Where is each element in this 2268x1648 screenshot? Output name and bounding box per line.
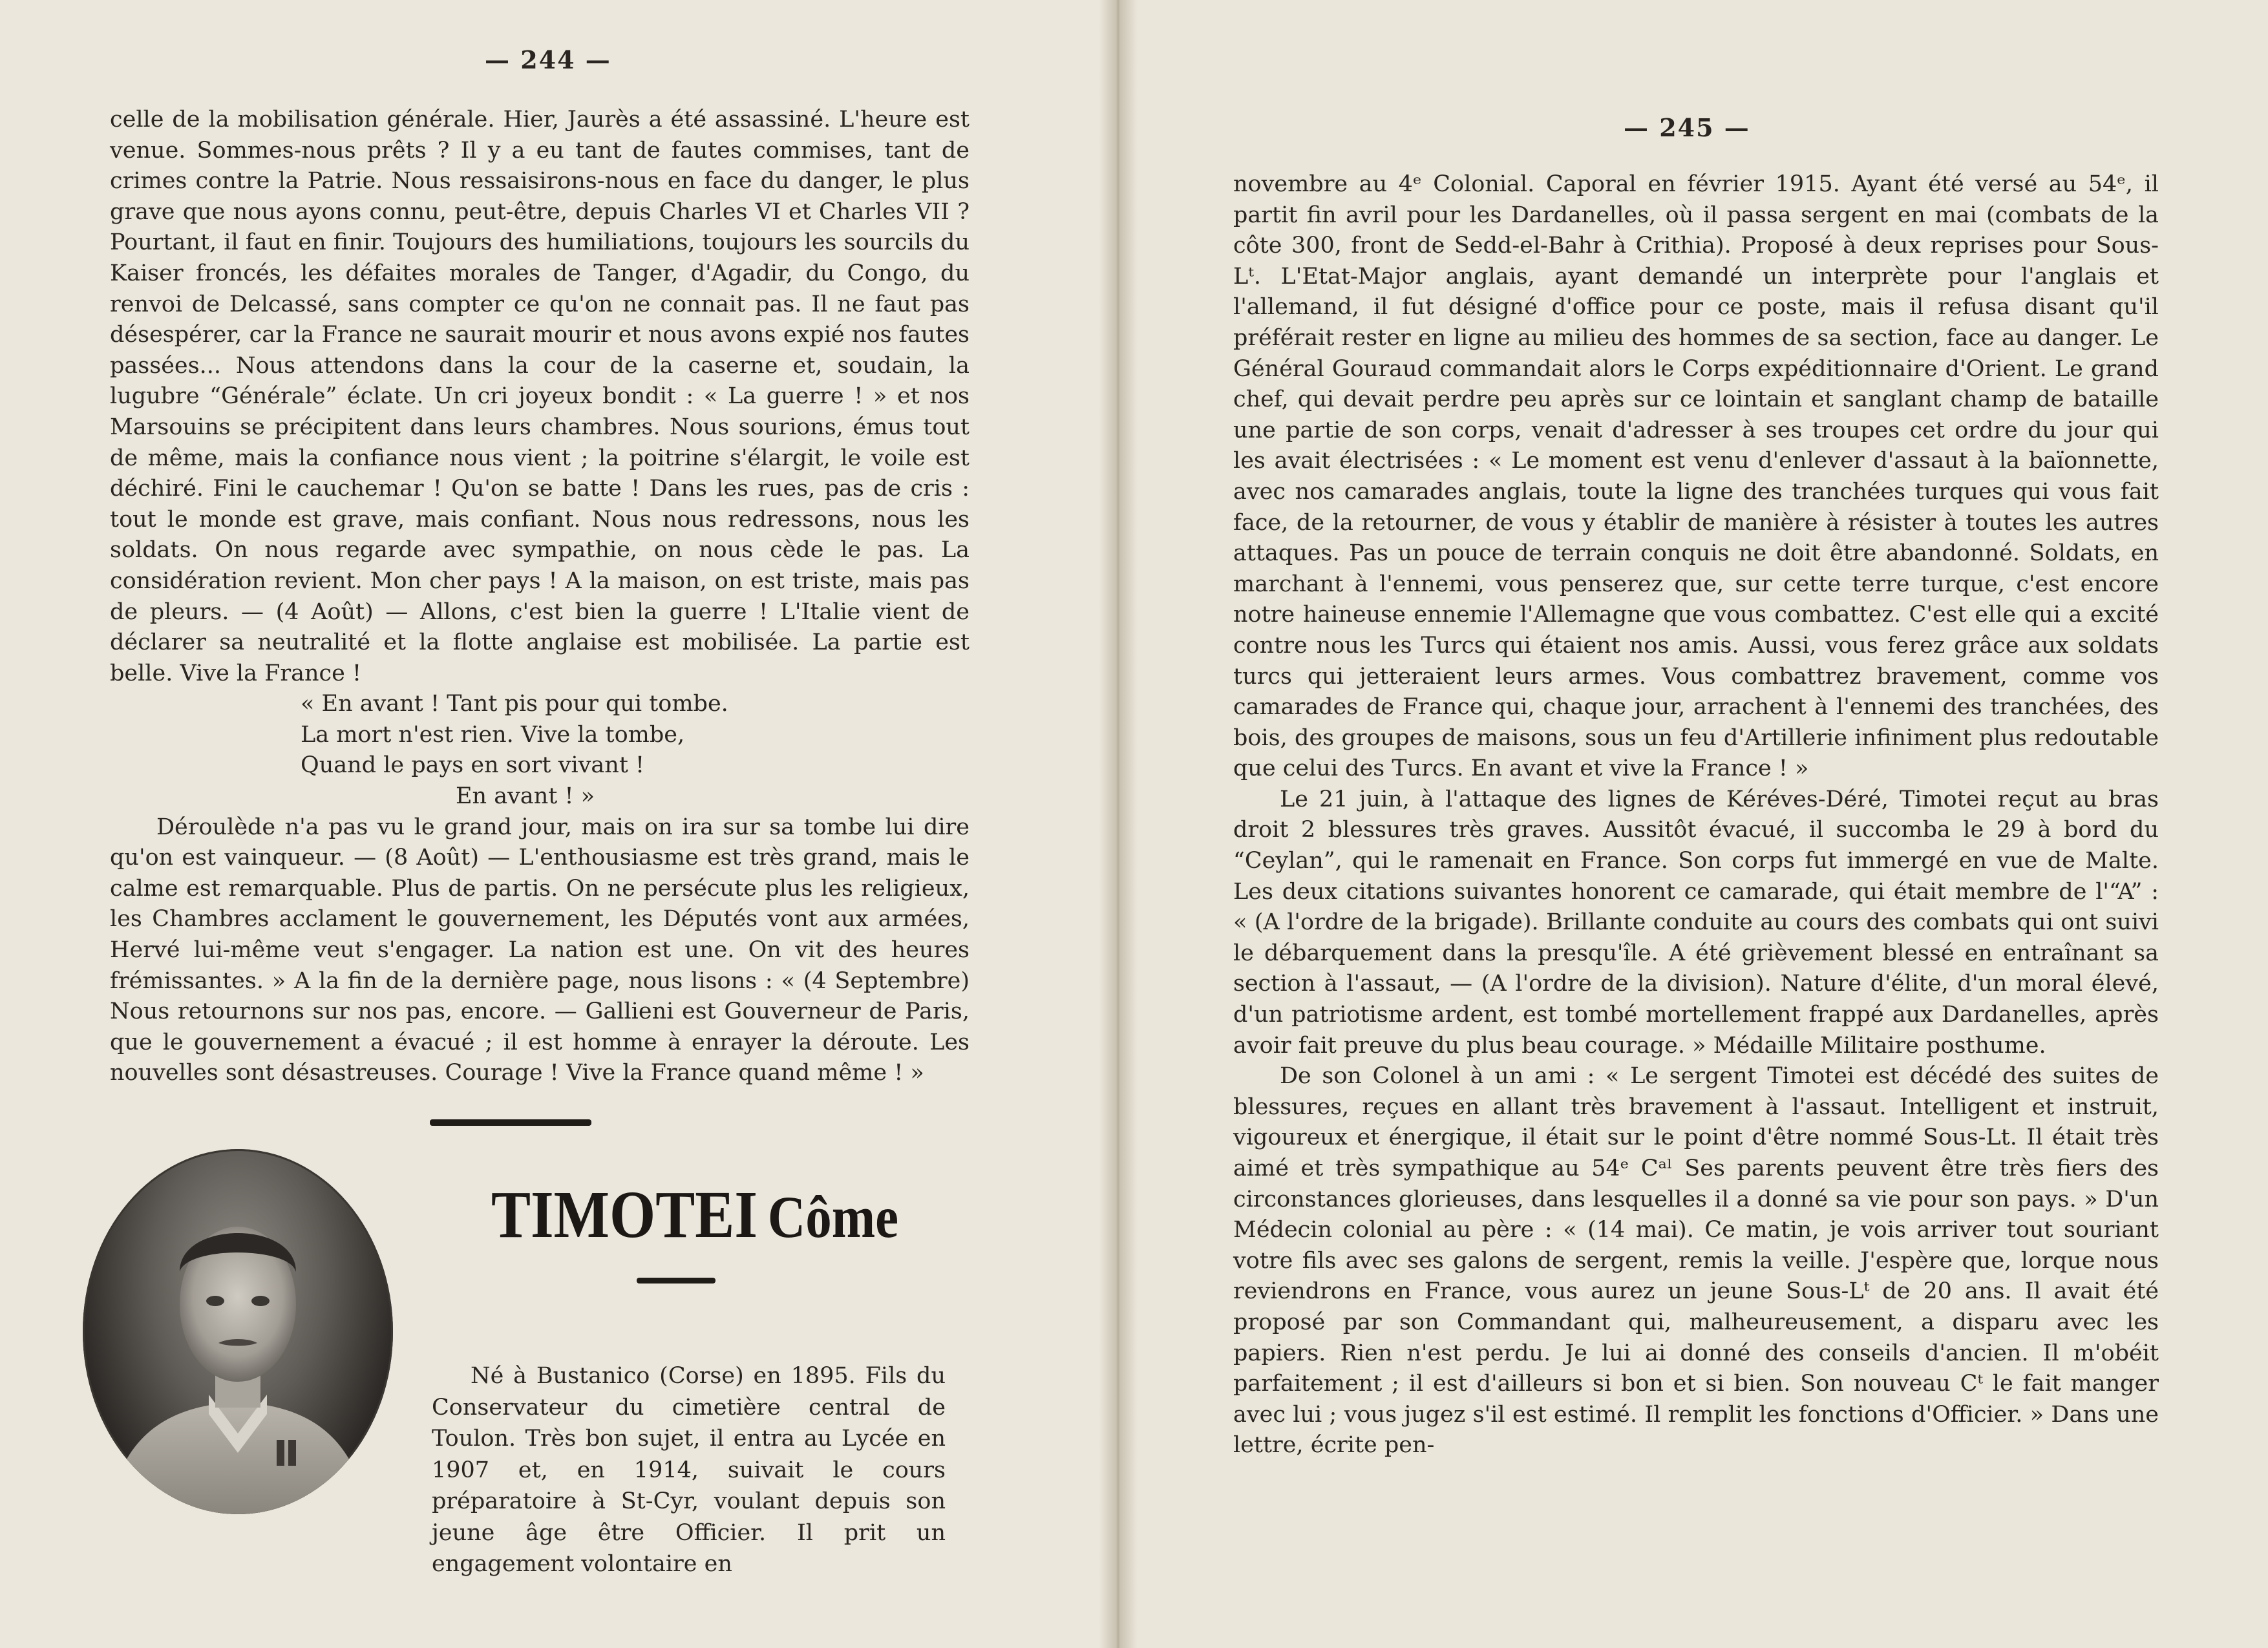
soldier-portrait-photo (83, 1149, 393, 1514)
poem-line-2: La mort n'est rien. Vive la tombe, (301, 721, 685, 748)
right-page-body (1233, 169, 2159, 1461)
right-page (1118, 0, 2268, 1648)
page-number-left: — 244 — (485, 45, 611, 74)
poem-line-4: En avant ! » (456, 783, 595, 810)
section-divider-top (430, 1119, 591, 1126)
poem-quote (110, 689, 970, 812)
bio-paragraph: Né à Bustanico (Corse) en 1895. Fils du Conservateur du cimetière central de Toulon. Très bon sujet, il entra au Lycée en 1907 et, en 1914, suivait le cours préparatoire à St-Cyr, voulant depuis son jeune âge être Officier. Il prit un engagement volontaire en (432, 1363, 946, 1577)
biography-heading (491, 1176, 898, 1253)
page-number-right: — 245 — (1624, 113, 1750, 142)
heading-firstname: Côme (767, 1184, 899, 1250)
left-paragraph-1: celle de la mobilisation générale. Hier, Jaurès a été assassiné. L'heure est venue. Sommes-nous prêts ? Il y a eu tant de fautes commises, tant de crimes contre la Patrie. Nous ressaisirons-nous en face du danger, le plus grave que nous ayons connu, peut-être, depuis Charles VI et Charles VII ? Pourtant, il faut en finir. Toujours des humiliations, toujours les sourcils du Kaiser froncés, les défaites morales de Tanger, d'Agadir, du Congo, du renvoi de Delcassé, sans compter ce qu'on ne connait pas. Il ne faut pas désespérer, car la France ne saurait mourir et nous avons expié nos fautes passées... Nous attendons dans la cour de la caserne et, soudain, la lugubre “Générale” éclate. Un cri joyeux bondit : « La guerre ! » et nos Marsouins se précipitent dans leurs chambres. Nous sourions, émus tout de même, mais la confiance nous vient ; la poitrine s'élargit, le voile est déchiré. Fini le cauchemar ! Qu'on se batte ! Dans les rues, pas de cris : tout le monde est grave, mais confiant. Nous nous redressons, nous les soldats. On nous regarde avec sympathie, on nous cède le pas. La considération revient. Mon cher pays ! A la maison, on est triste, mais pas de pleurs. — (4 Août) — Allons, c'est bien la guerre ! L'Italie vient de déclarer sa neutralité et la flotte anglaise est mobilisée. La partie est belle. Vive la France ! (110, 107, 970, 686)
poem-line-3: Quand le pays en sort vivant ! (301, 752, 645, 779)
poem-line-1: « En avant ! Tant pis pour qui tombe. (301, 691, 728, 717)
right-paragraph-3: De son Colonel à un ami : « Le sergent Timotei est décédé des suites de blessures, reçues en allant très bravement à l'assaut. Intelligent et instruit, vigoureux et énergique, il était sur le point d'être nommé Sous-Lt. Il était très aimé et très sympathique au 54ᵉ Cᵃˡ Ses parents peuvent être très fiers des circonstances glorieuses, dans lesquelles il a donné sa vie pour son pays. » D'un Médecin colonial au père : « (14 mai). Ce matin, je vois arriver tout souriant votre fils avec ses galons de sergent, remis la veille. J'espère que, lorque nous reviendrons en France, vous aurez un jeune Sous-Lᵗ de 20 ans. Il avait été proposé par son Commandant qui, malheureusement, a disparu avec les papiers. Rien n'est perdu. Je lui ai donné des conseils d'ancien. Il m'obéit parfaitement ; il est d'ailleurs si bon et si bien. Son nouveau Cᵗ le fait manger avec lui ; vous jugez s'il est estimé. Il remplit les fonctions d'Officier. » Dans une lettre, écrite pen- (1233, 1063, 2159, 1459)
book-gutter (1099, 0, 1138, 1648)
left-page-body (110, 105, 970, 1089)
heading-underline (637, 1278, 715, 1284)
portrait-illustration (83, 1149, 393, 1514)
right-paragraph-2: Le 21 juin, à l'attaque des lignes de Kéréves-Déré, Timotei reçut au bras droit 2 blessures très graves. Aussitôt évacué, il succomba le 29 à bord du “Ceylan”, qui le ramenait en France. Son corps fut immergé en vue de Malte. Les deux citations suivantes honorent ce camarade, qui était membre de l'“A” : « (A l'ordre de la brigade). Brillante conduite au cours des combats qui ont suivi le débarquement dans la presqu'île. A été grièvement blessé en entraînant sa section à l'assaut, — (A l'ordre de la division). Nature d'élite, d'un moral élevé, d'un patriotisme ardent, est tombé mortellement frappé aux Dardanelles, après avoir fait preuve du plus beau courage. » Médaille Militaire posthume. (1233, 786, 2159, 1059)
biography-intro (432, 1338, 946, 1603)
left-page (0, 0, 1118, 1648)
heading-surname: TIMOTEI (491, 1178, 758, 1252)
left-paragraph-2: Déroulède n'a pas vu le grand jour, mais on ira sur sa tombe lui dire qu'on est vainqueur. — (8 Août) — L'enthousiasme est très grand, mais le calme est remarquable. Plus de partis. On ne persécute plus les religieux, les Chambres acclament le gouvernement, les Députés vont aux armées, Hervé lui-même veut s'engager. La nation est une. On vit des heures frémissantes. » A la fin de la dernière page, nous lisons : « (4 Septembre) Nous retournons sur nos pas, encore. — Gallieni est Gouverneur de Paris, que le gouvernement a évacué ; il est homme à enrayer la déroute. Les nouvelles sont désastreuses. Courage ! Vive la France quand même ! » (110, 814, 970, 1086)
right-paragraph-1: novembre au 4ᵉ Colonial. Caporal en février 1915. Ayant été versé au 54ᵉ, il partit fin avril pour les Dardanelles, où il passa sergent en mai (combats de la côte 300, front de Sedd-el-Bahr à Crithia). Proposé à deux reprises pour Sous-Lᵗ. L'Etat-Major anglais, ayant demandé un interprète pour l'anglais et l'allemand, il fut désigné d'office pour ce poste, mais il refusa disant qu'il préférait rester en ligne au milieu des hommes de sa section, face au danger. Le Général Gouraud commandait alors le Corps expéditionnaire d'Orient. Le grand chef, qui devait perdre peu après sur ce lointain et sanglant champ de bataille une partie de son corps, venait d'adresser à ses troupes cet ordre du jour qui les avait électrisées : « Le moment est venu d'enlever d'assaut à la baïonnette, avec nos camarades anglais, toute la ligne des tranchées turques qui vous fait face, de la retourner, de vous y établir de manière à résister à toutes les autres attaques. Pas un pouce de terrain conquis ne doit être abandonné. Soldats, en marchant à l'ennemi, vous penserez que, sur cette terre turque, c'est encore notre haineuse ennemie l'Allemagne que vous combattez. C'est elle qui a excité contre nous les Turcs qui étaient nos amis. Aussi, vous ferez grâce aux soldats turcs qui jetteraient leurs armes. Vous combattrez bravement, comme vos camarades de France qui, chaque jour, arrachent à l'ennemi des tranchées, des bois, des groupes de maisons, sous un feu d'Artillerie infiniment plus redoutable que celui des Turcs. En avant et vive la France ! » (1233, 171, 2159, 782)
